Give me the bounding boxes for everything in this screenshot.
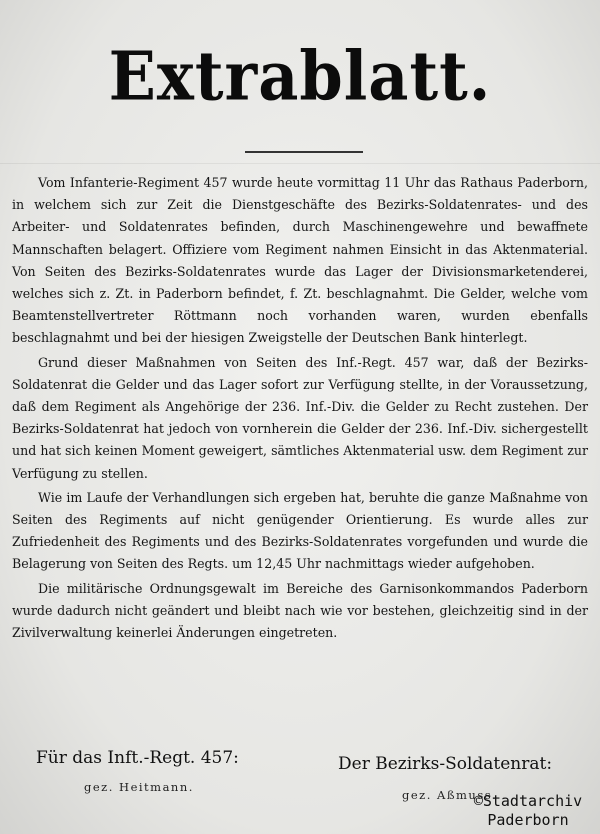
paragraph-3: Wie im Laufe der Verhandlungen sich ergeben hat, beruhte die ganze Maßnahme von Seiten des Regiments auf nicht genügender Orientierung. Es wurde alles zur Zufriedenheit des Regiments und des Bezirks-Soldatenrates vorgefunden und wurde die Belagerung von Seiten des Regts. um 12,45 Uhr nachmittags wieder aufgehoben. (12, 489, 588, 572)
signature-left-title: Für das Inft.-Regt. 457: (36, 748, 239, 768)
paragraph-4: Die militärische Ordnungsgewalt im Bereiche des Garnisonkommandos Paderborn wurde dadurch nicht geändert und bleibt nach wie vor bestehen, gleichzeitig sind in der Zivilverwaltung keinerlei Änderungen eingetreten. (12, 580, 588, 641)
signature-right-title: Der Bezirks-Soldatenrat: (338, 754, 553, 774)
title-divider (245, 151, 363, 153)
signature-left-name: gez. Heitmann. (84, 780, 194, 794)
paragraph-1: Vom Infanterie-Regiment 457 wurde heute vormittag 11 Uhr das Rathaus Paderborn, in welchem sich zur Zeit die Dienstgeschäfte des Bezirks-Soldatenrates- und des Arbeiter- und Soldatenrates befinden, durch Maschinengewehre und bewaffnete Mannschaften belagert. Offiziere vom Regiment nahmen Einsicht in das Aktenmaterial. Von Seiten des Bezirks-Soldatenrates wurde das Lager der Divisionsmarketenderei, welches sich z. Zt. in Paderborn befindet, f. Zt. beschlagnahmt. Die Gelder, welche vom Beamtenstellvertreter Röttmann noch vorhanden waren, wurden ebenfalls beschlagnahmt und bei der hiesigen Zweigstelle der Deutschen Bank hinterlegt. (12, 175, 588, 346)
watermark-line-2: Paderborn (487, 811, 569, 829)
watermark-line-1: ©Stadtarchiv (473, 792, 583, 810)
document-title: Extrablatt. (108, 37, 492, 116)
paper-fold (0, 163, 600, 164)
archive-watermark (458, 792, 598, 830)
document-body (12, 172, 588, 646)
signature-right-name: gez. Aßmuss. (402, 788, 498, 802)
paragraph-2: Grund dieser Maßnahmen von Seiten des Inf.-Regt. 457 war, daß der Bezirks-Soldatenrat die Gelder und das Lager sofort zur Verfügung stellte, in der Voraussetzung, daß dem Regiment als Angehörige der 236. Inf.-Div. die Gelder zu Recht zustehen. Der Bezirks-Soldatenrat hat jedoch von vornherein die Gelder der 236. Inf.-Div. sichergestellt und hat sich keinen Moment geweigert, sämtliches Aktenmaterial usw. dem Regiment zur Verfügung zu stellen. (12, 354, 588, 481)
